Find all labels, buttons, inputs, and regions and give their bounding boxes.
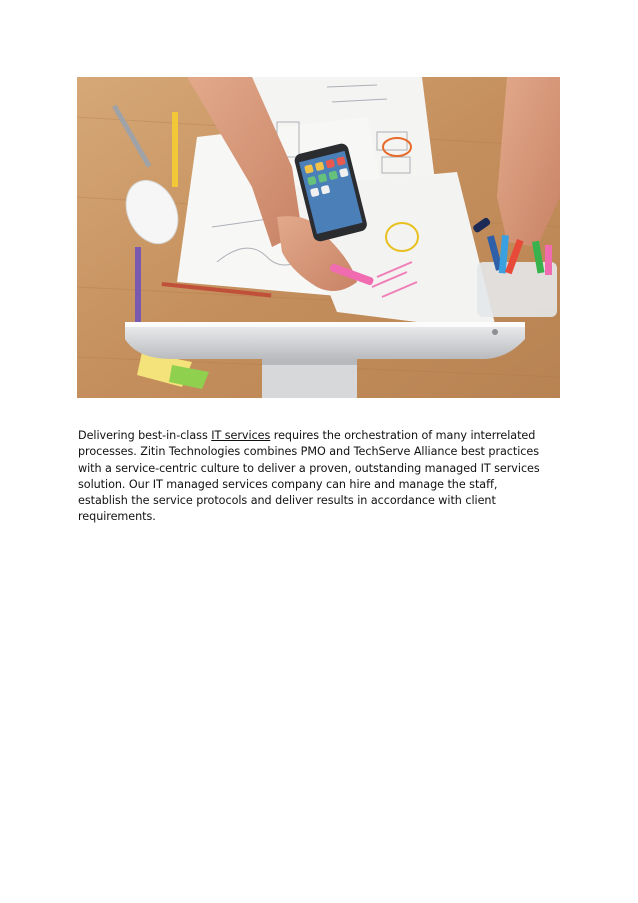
it-services-link[interactable]: IT services: [211, 429, 271, 442]
desk-photo: [77, 77, 560, 398]
photo-icon: [77, 77, 560, 398]
pencil: [172, 112, 178, 187]
paragraph-line: solution. Our IT managed services company can hire and manage the staff,: [78, 477, 498, 491]
paragraph-line: processes. Zitin Technologies combines PMO and TechServe Alliance best practices: [78, 445, 540, 459]
paragraph-line: with a service-centric culture to deliver a proven, outstanding managed IT services: [78, 461, 540, 475]
paragraph-line: requirements.: [78, 510, 156, 524]
paragraph-line: [78, 428, 568, 444]
text-segment: Delivering best-in-class: [78, 429, 212, 442]
body-paragraph: [78, 428, 568, 526]
pen: [135, 247, 141, 322]
text-segment: requires the orchestration of many interrelated: [270, 429, 536, 442]
paragraph-line: establish the service protocols and deliver results in accordance with client: [78, 494, 496, 508]
